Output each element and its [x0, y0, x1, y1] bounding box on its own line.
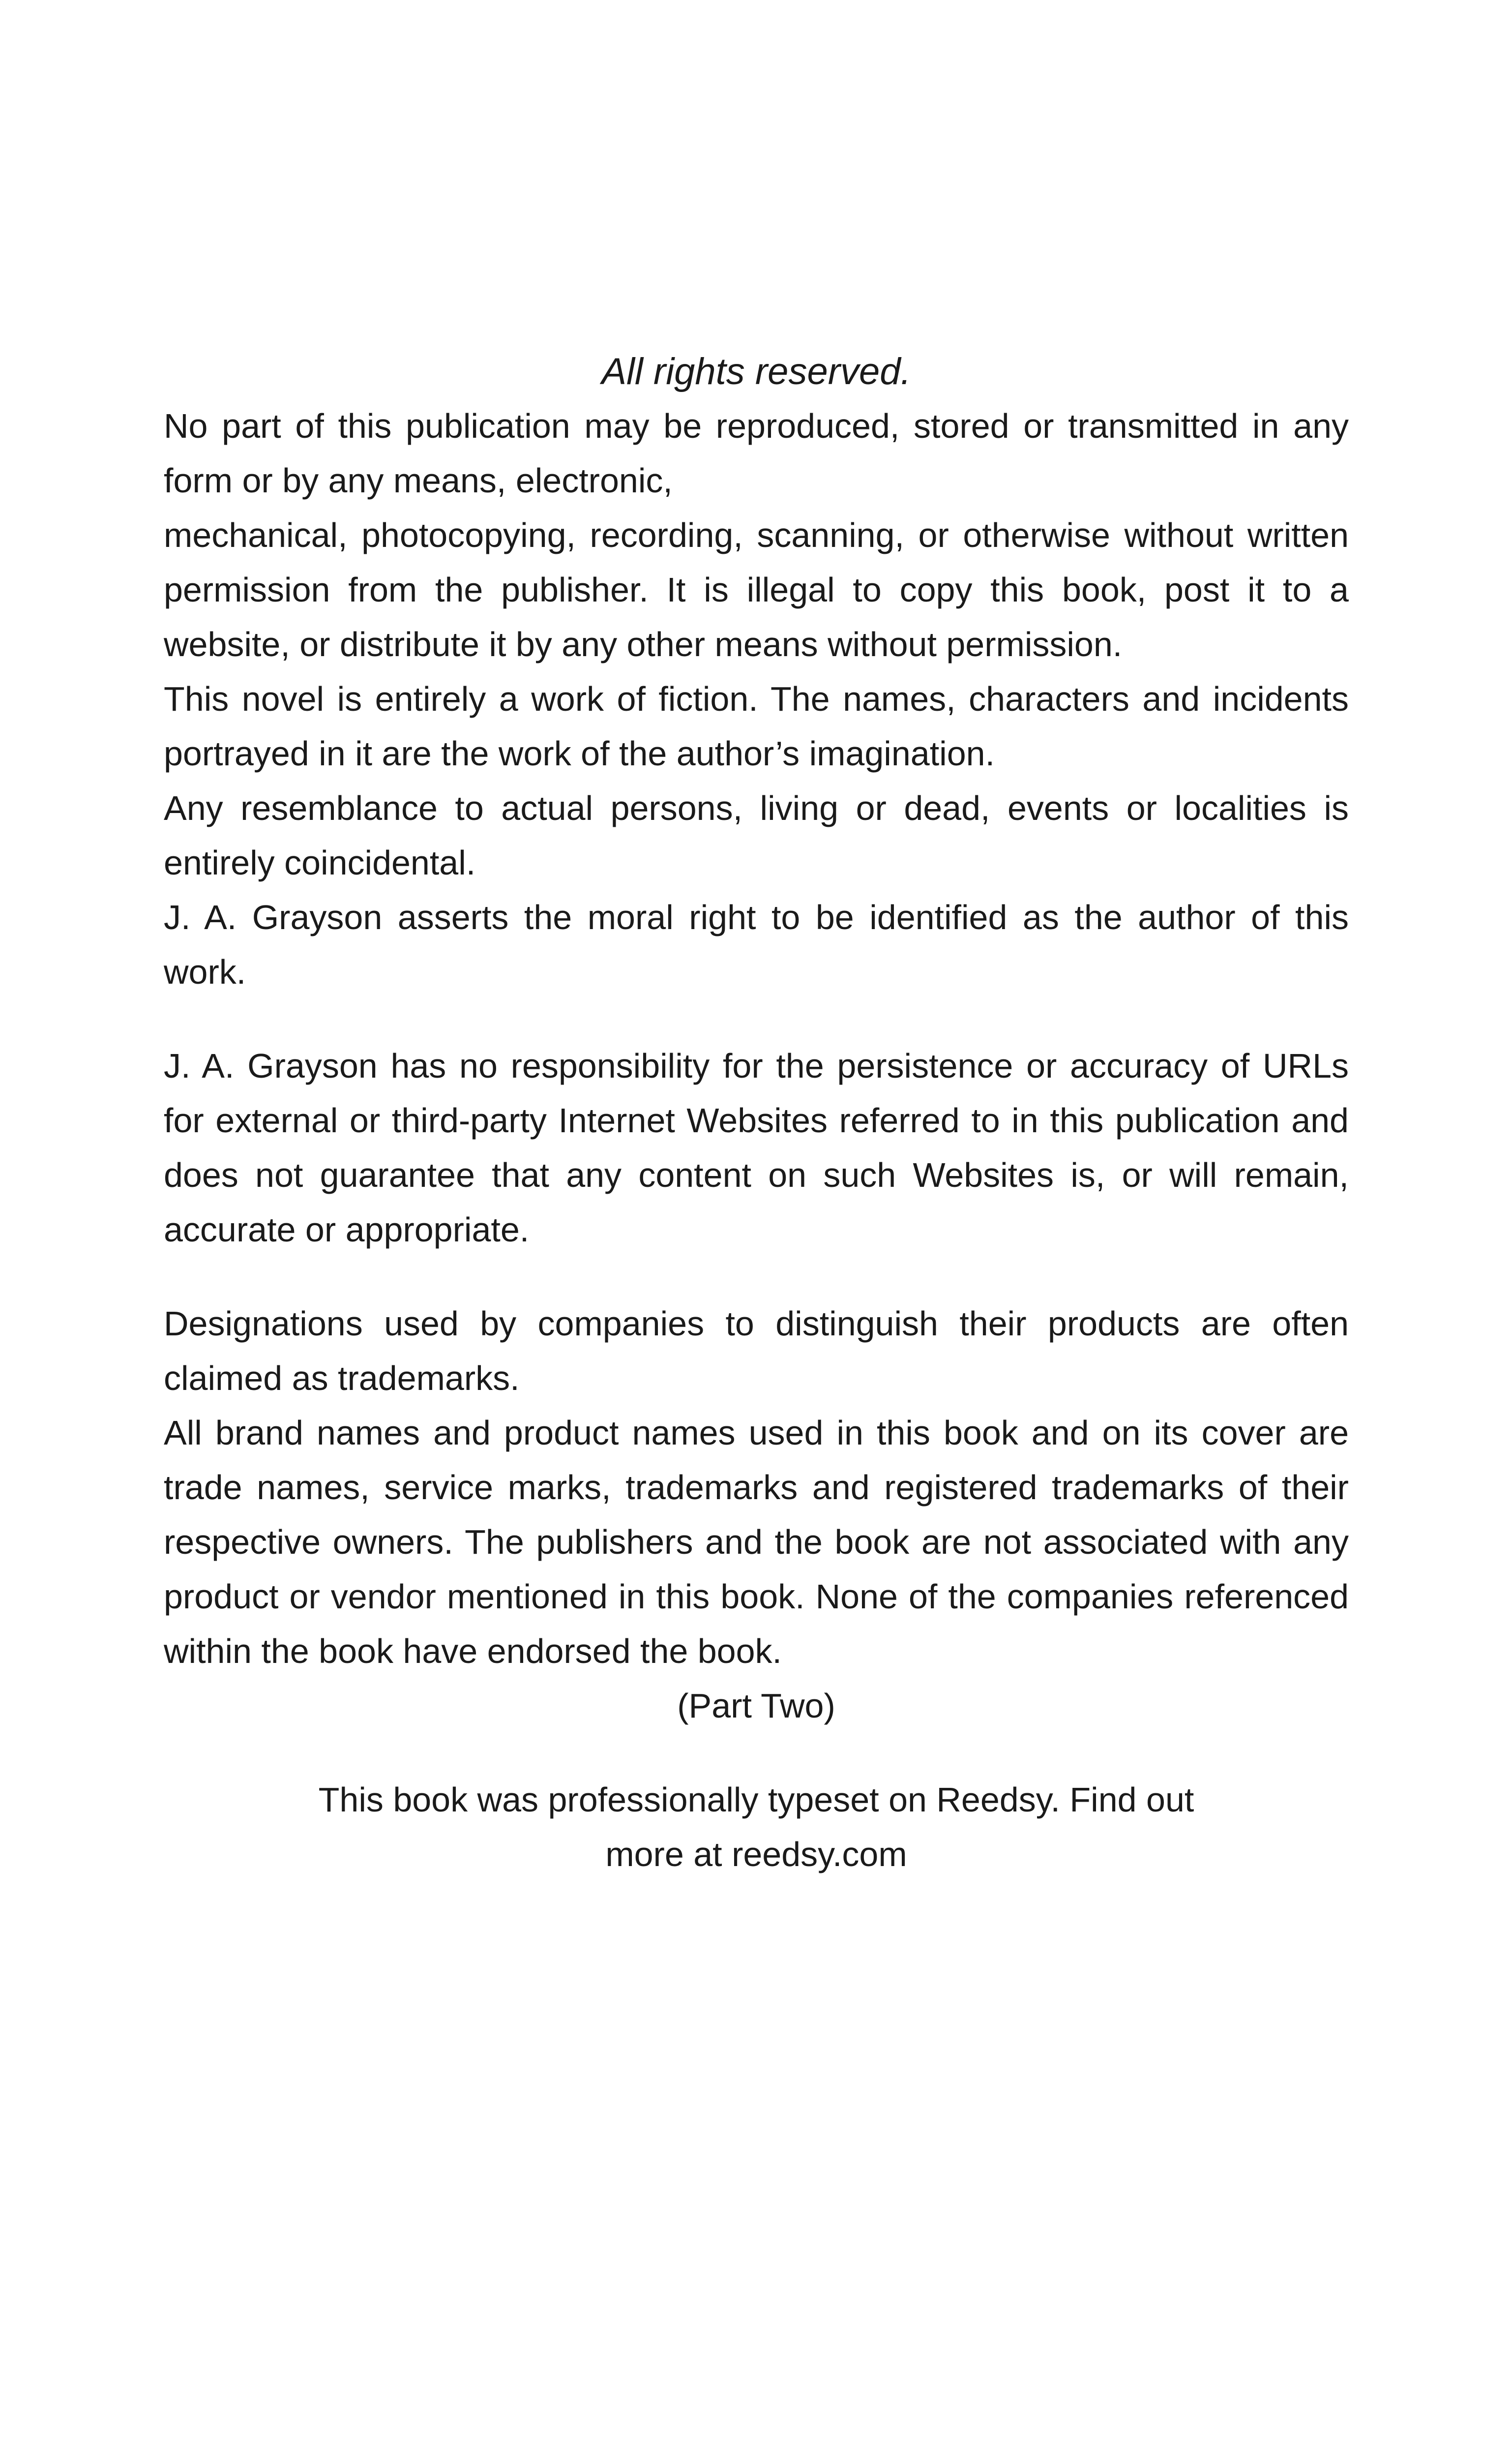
moral-rights-notice: J. A. Grayson asserts the moral right to be identified as the author of this work.: [164, 898, 1349, 991]
reproduction-notice-line-1: No part of this publication may be reproduced, stored or transmitted in any form or by any means, electronic,: [164, 407, 1349, 500]
fiction-notice: This novel is entirely a work of fiction. The names, characters and incidents portrayed in it are the work of the author’s imagination.: [164, 680, 1349, 773]
trademarks-notice: All brand names and product names used in this book and on its cover are trade names, service marks, trademarks and registered trademarks of their respective owners. The publishers and the book are not associated with any product or vendor mentioned in this book. None of the companies referenced within the book have endorsed the book.: [164, 1414, 1349, 1670]
url-disclaimer: J. A. Grayson has no responsibility for the persistence or accuracy of URLs for external or third-party Internet Websites referred to in this publication and does not guarantee that any content on such Websites is, or will remain, accurate or appropriate.: [164, 1047, 1349, 1249]
part-label: (Part Two): [677, 1687, 835, 1725]
typeset-note: This book was professionally typeset on Reedsy. Find out more at reedsy.com: [318, 1780, 1194, 1873]
reproduction-notice-line-2: mechanical, photocopying, recording, scanning, or otherwise without written permission from the publisher. It is illegal to copy this book, post it to a website, or distribute it by any other means without permission.: [164, 516, 1349, 664]
designations-notice: Designations used by companies to distinguish their products are often claimed as trademarks.: [164, 1304, 1349, 1397]
resemblance-notice: Any resemblance to actual persons, living or dead, events or localities is entirely coincidental.: [164, 789, 1349, 882]
copyright-text-block: [164, 344, 1349, 1882]
rights-heading: All rights reserved.: [601, 351, 911, 392]
typeset-note-block: [164, 1773, 1349, 1882]
